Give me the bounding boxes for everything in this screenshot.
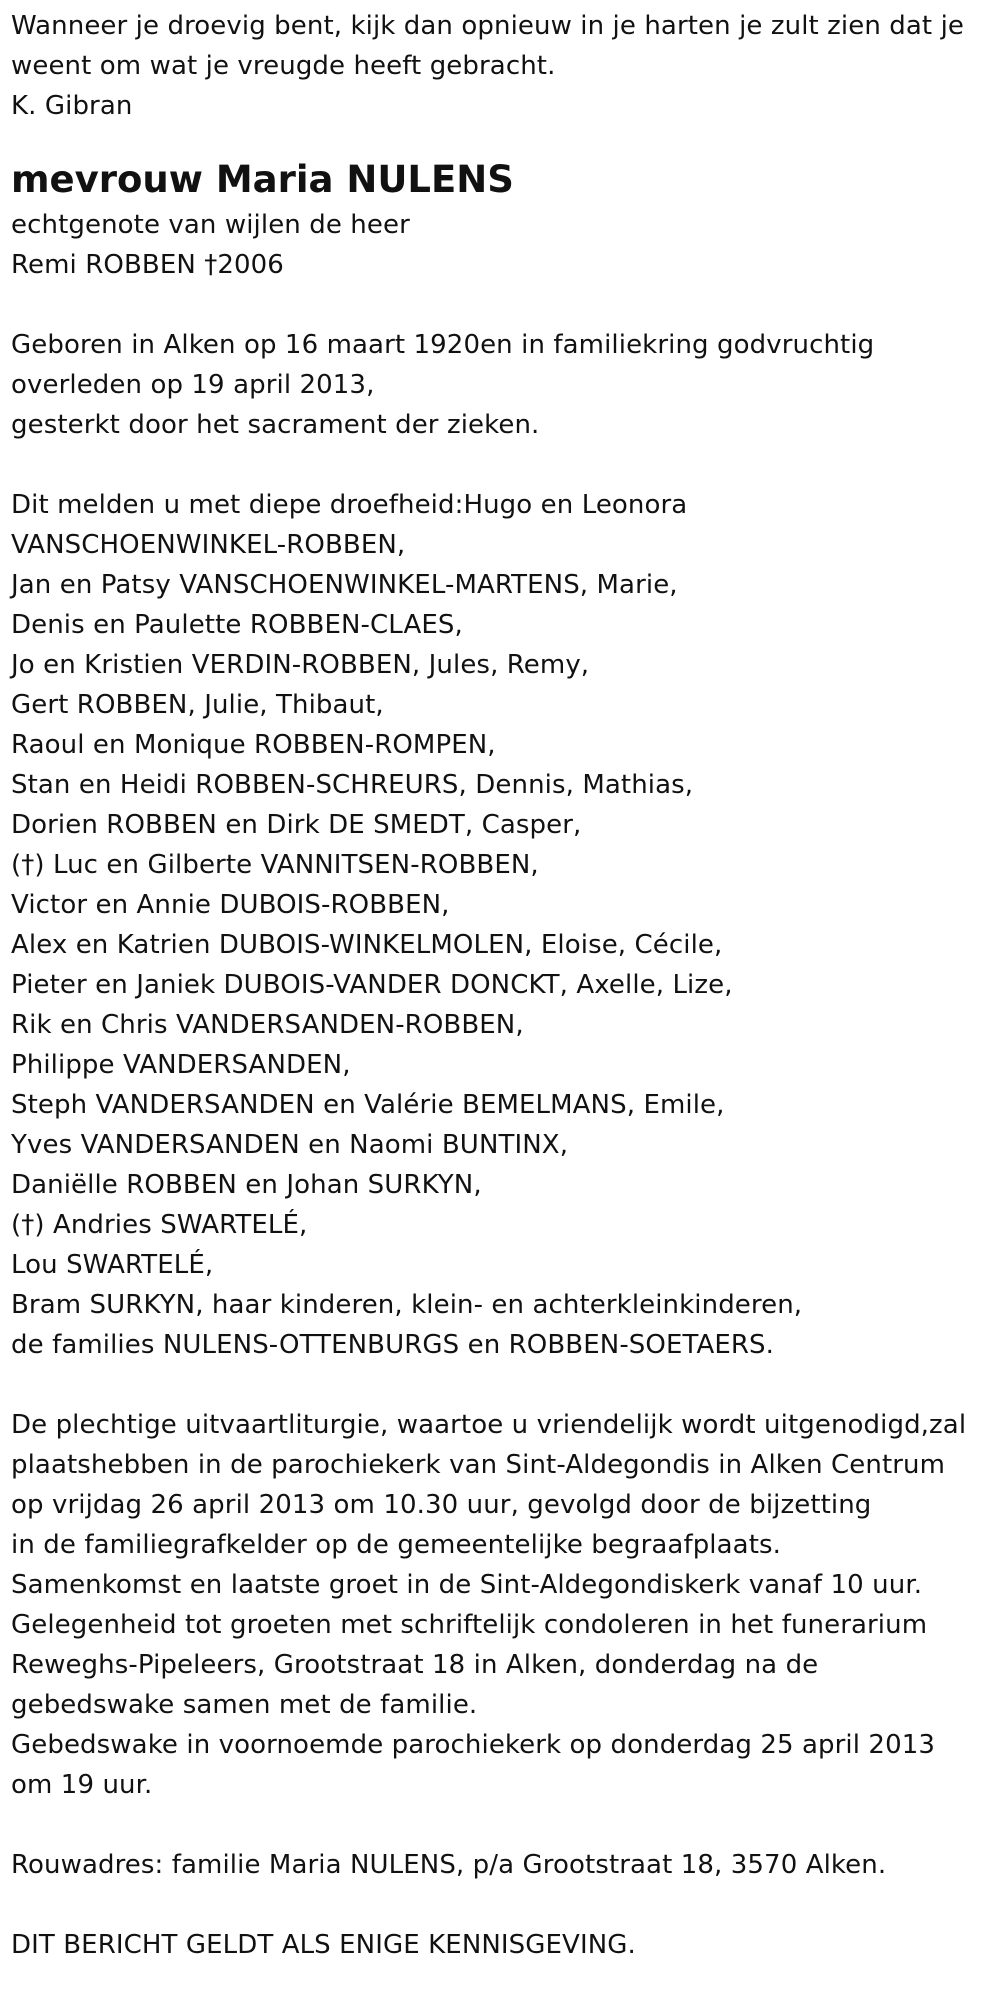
family-line: VANSCHOENWINKEL-ROBBEN, [11, 530, 406, 560]
family-line: Gert ROBBEN, Julie, Thibaut, [11, 690, 384, 720]
family-line: Yves VANDERSANDEN en Naomi BUNTINX, [11, 1130, 569, 1160]
ceremony-line: op vrijdag 26 april 2013 om 10.30 uur, gevolgd door de bijzetting [11, 1490, 872, 1520]
birth-death-line: overleden op 19 april 2013, [11, 370, 375, 400]
family-line: Pieter en Janiek DUBOIS-VANDER DONCKT, Axelle, Lize, [11, 970, 733, 1000]
family-line: Stan en Heidi ROBBEN-SCHREURS, Dennis, Mathias, [11, 770, 694, 800]
ceremony-line: Gebedswake in voornoemde parochiekerk op donderdag 25 april 2013 [11, 1730, 936, 1760]
birth-death-line: gesterkt door het sacrament der zieken. [11, 410, 540, 440]
family-line: Lou SWARTELÉ, [11, 1250, 214, 1280]
mourning-address: Rouwadres: familie Maria NULENS, p/a Grootstraat 18, 3570 Alken. [11, 1850, 887, 1880]
spacer [11, 1365, 1000, 1405]
ceremony-line: plaatshebben in de parochiekerk van Sint-Aldegondis in Alken Centrum [11, 1450, 946, 1480]
family-block [11, 485, 1000, 1365]
family-line: (†) Andries SWARTELÉ, [11, 1210, 308, 1240]
ceremony-line: Samenkomst en laatste groet in de Sint-Aldegondiskerk vanaf 10 uur. [11, 1570, 923, 1600]
family-line: Dorien ROBBEN en Dirk DE SMEDT, Casper, [11, 810, 582, 840]
spacer [11, 1805, 1000, 1845]
spacer [11, 1885, 1000, 1925]
deceased-name: mevrouw Maria NULENS [11, 158, 514, 201]
quote-block [11, 6, 1000, 126]
family-line: Jan en Patsy VANSCHOENWINKEL-MARTENS, Marie, [11, 570, 678, 600]
family-line: Alex en Katrien DUBOIS-WINKELMOLEN, Eloise, Cécile, [11, 930, 723, 960]
family-line: Victor en Annie DUBOIS-ROBBEN, [11, 890, 450, 920]
obituary-page [0, 6, 1000, 1990]
birth-death-line: Geboren in Alken op 16 maart 1920en in familiekring godvruchtig [11, 330, 875, 360]
ceremony-block [11, 1405, 1000, 1805]
ceremony-line: in de familiegrafkelder op de gemeentelijke begraafplaats. [11, 1530, 781, 1560]
spacer [11, 445, 1000, 485]
family-line: Rik en Chris VANDERSANDEN-ROBBEN, [11, 1010, 524, 1040]
spouse-block [11, 205, 1000, 285]
family-line: de families NULENS-OTTENBURGS en ROBBEN-SOETAERS. [11, 1330, 775, 1360]
ceremony-line: Gelegenheid tot groeten met schriftelijk condoleren in het funerarium [11, 1610, 928, 1640]
ceremony-line: Reweghs-Pipeleers, Grootstraat 18 in Alken, donderdag na de [11, 1650, 819, 1680]
birth-death-block [11, 325, 1000, 445]
family-line: Philippe VANDERSANDEN, [11, 1050, 351, 1080]
ceremony-line: om 19 uur. [11, 1770, 153, 1800]
family-line: (†) Luc en Gilberte VANNITSEN-ROBBEN, [11, 850, 539, 880]
family-line: Denis en Paulette ROBBEN-CLAES, [11, 610, 463, 640]
quote-line: Wanneer je droevig bent, kijk dan opnieuw in je harten je zult zien dat je [11, 11, 964, 41]
family-line: Daniëlle ROBBEN en Johan SURKYN, [11, 1170, 482, 1200]
ceremony-line: De plechtige uitvaartliturgie, waartoe u vriendelijk wordt uitgenodigd,zal [11, 1410, 967, 1440]
notice-text: DIT BERICHT GELDT ALS ENIGE KENNISGEVING. [11, 1930, 636, 1960]
ceremony-line: gebedswake samen met de familie. [11, 1690, 478, 1720]
family-line: Raoul en Monique ROBBEN-ROMPEN, [11, 730, 496, 760]
family-line: Bram SURKYN, haar kinderen, klein- en achterkleinkinderen, [11, 1290, 803, 1320]
family-line: Dit melden u met diepe droefheid:Hugo en Leonora [11, 490, 688, 520]
family-line: Jo en Kristien VERDIN-ROBBEN, Jules, Remy, [11, 650, 590, 680]
quote-author: K. Gibran [11, 91, 133, 121]
spouse-line: echtgenote van wijlen de heer [11, 210, 410, 240]
family-line: Steph VANDERSANDEN en Valérie BEMELMANS, Emile, [11, 1090, 725, 1120]
spouse-line: Remi ROBBEN †2006 [11, 250, 284, 280]
quote-line: weent om wat je vreugde heeft gebracht. [11, 51, 556, 81]
spacer [11, 285, 1000, 325]
